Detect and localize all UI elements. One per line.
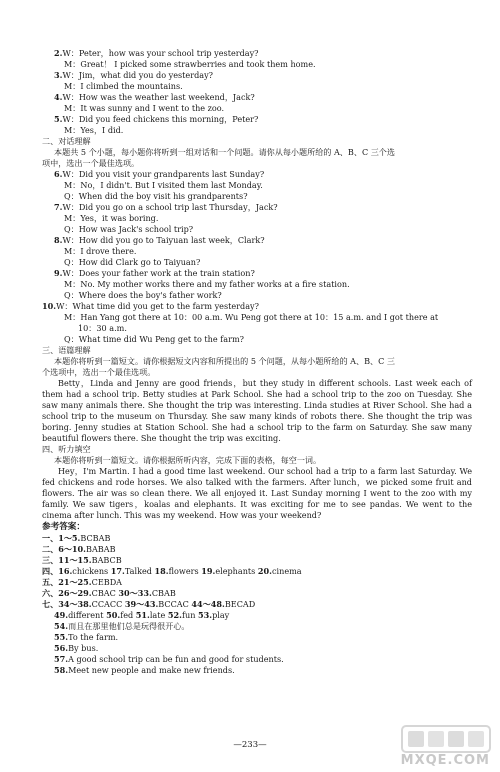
section3-passage bbox=[42, 378, 472, 444]
answer-row bbox=[42, 544, 472, 555]
answer-label: 57. bbox=[54, 654, 69, 664]
dialogue-10 bbox=[42, 301, 472, 345]
dialogue-text: W：Does your father work at the train station? bbox=[62, 268, 255, 278]
dialogue-line: Q：How did Clark go to Taiyuan? bbox=[64, 257, 201, 267]
dialogue-line: M：No，I didn't. But I visited them last Monday. bbox=[64, 180, 263, 190]
part1-dialogues bbox=[42, 48, 472, 136]
answer-text: By bus. bbox=[68, 643, 99, 653]
answer-label: 17. bbox=[110, 566, 125, 576]
answer-label: 49. bbox=[54, 610, 69, 620]
dialogue-line bbox=[42, 169, 472, 180]
answer-text: BABCB bbox=[91, 555, 122, 565]
answer-label: 19. bbox=[201, 566, 216, 576]
answer-text: CCACC bbox=[91, 599, 123, 609]
answer-row bbox=[42, 555, 472, 566]
answer-row bbox=[42, 566, 472, 577]
answer-label: 六、26～29. bbox=[42, 588, 92, 598]
answer-row bbox=[42, 610, 472, 621]
answer-text: late bbox=[149, 610, 166, 620]
answer-row bbox=[42, 533, 472, 544]
passage-text: Hey，I'm Martin. I had a good time last weekend. Our school had a trip to a farm last Saturday. We fed chickens and rode horses. We also talked with the farmers. After lunch，we picked some fruit and flowers. The air was so clean there. We all enjoyed it. Last Sunday morning I went to the zoo with my family. We saw tigers，koalas and elephants. It was exciting for me to see pandas. We went to the cinema after lunch. This was my weekend. How was your weekend? bbox=[42, 466, 472, 520]
answer-label: 44～48. bbox=[191, 599, 225, 609]
answer-label: 七、34～38. bbox=[42, 599, 92, 609]
content-column bbox=[42, 48, 472, 676]
dialogue-text: W：Jim，what did you do yesterday? bbox=[62, 70, 213, 80]
section3-instruction: 本题你将听到一篇短文。请你根据短文内容和所提出的 5 个问题，从每小题所给的 A、B、C 三 bbox=[54, 356, 395, 366]
question-number: 2. bbox=[54, 48, 63, 58]
answer-label: 51. bbox=[135, 610, 150, 620]
answer-key-title: 参考答案： bbox=[42, 522, 85, 532]
question-number: 7. bbox=[54, 202, 63, 212]
answer-row bbox=[42, 599, 472, 610]
question-number: 8. bbox=[54, 235, 63, 245]
dialogue-line: M：Han Yang got there at 10：00 a.m. Wu Peng got there at 10：15 a.m. and I got there at bbox=[64, 312, 439, 322]
answer-row bbox=[42, 577, 472, 588]
answer-row bbox=[42, 588, 472, 599]
answer-text: To the farm. bbox=[68, 632, 119, 642]
dialogue-text: W：Did you visit your grandparents last Sunday? bbox=[62, 169, 265, 179]
dialogue-line: M：Yes，I did. bbox=[64, 125, 124, 135]
answer-label: 50. bbox=[106, 610, 121, 620]
dialogue-line: M：I climbed the mountains. bbox=[64, 81, 183, 91]
dialogue-line bbox=[42, 202, 472, 213]
answer-row bbox=[42, 621, 472, 632]
answer-text: cinema bbox=[272, 566, 302, 576]
dialogue-line: Q：When did the boy visit his grandparents? bbox=[64, 191, 248, 201]
dialogue-line: Q：How was Jack's school trip? bbox=[64, 224, 194, 234]
dialogue-line bbox=[42, 235, 472, 246]
answer-label: 一、1～5. bbox=[42, 533, 81, 543]
dialogue-line: Q：What time did Wu Peng get to the farm? bbox=[64, 334, 244, 344]
answer-label: 20. bbox=[257, 566, 272, 576]
dialogue-line: M：I drove there. bbox=[64, 246, 137, 256]
dialogue-text: W：Did you feed chickens this morning，Peter? bbox=[62, 114, 259, 124]
section4-passage bbox=[42, 466, 472, 521]
answer-text: elephants bbox=[215, 566, 256, 576]
section2-dialogues bbox=[42, 169, 472, 301]
answer-key bbox=[42, 533, 472, 676]
dialogue-line bbox=[42, 48, 472, 59]
dialogue-line: Q：Where does the boy's father work? bbox=[64, 290, 222, 300]
passage-text: Betty，Linda and Jenny are good friends，but they study in different schools. Last week each of them had a school trip. Betty studies at Park School. She had a school trip to the zoo on Tuesday. She saw many animals there. She thought the trip was interesting. Linda studies at River School. She had a school trip to the museum on Thursday. She saw many kinds of robots there. She thought the trip was boring. Jenny studies at Station School. She had a school trip to the farm on Saturday. She saw many beautiful flowers there. She thought the trip was exciting. bbox=[42, 378, 472, 443]
section2-instruction: 本题共 5 个小题，每小题你将听到一组对话和一个问题。请你从每小题所给的 A、B、C 三个选 bbox=[54, 147, 395, 157]
question-number: 5. bbox=[54, 114, 63, 124]
answer-text: BCBAB bbox=[80, 533, 111, 543]
answer-text: CBAC bbox=[91, 588, 116, 598]
answer-text: Meet new people and make new friends. bbox=[68, 665, 235, 675]
dialogue-line: M：No. My mother works there and my father works at a fire station. bbox=[64, 279, 350, 289]
question-number: 4. bbox=[54, 92, 63, 102]
section2-instruction-cont: 项中，选出一个最佳选项。 bbox=[42, 158, 140, 168]
answer-label: 五、21～25. bbox=[42, 577, 92, 587]
answer-text: flowers bbox=[168, 566, 199, 576]
answer-label: 四、16. bbox=[42, 566, 73, 576]
answer-label: 30～33. bbox=[118, 588, 152, 598]
section3-instruction-cont: 个选项中，选出一个最佳选项。 bbox=[42, 367, 156, 377]
answer-text: play bbox=[212, 610, 230, 620]
question-number: 6. bbox=[54, 169, 63, 179]
answer-text: 而且在那里他们总是玩得很开心。 bbox=[68, 621, 190, 631]
question-number: 10. bbox=[42, 301, 57, 311]
dialogue-text: W：Peter，how was your school trip yesterday? bbox=[62, 48, 259, 58]
answer-text: BECAD bbox=[224, 599, 256, 609]
dialogue-text: W：Did you go on a school trip last Thursday，Jack? bbox=[62, 202, 278, 212]
answer-label: 52. bbox=[167, 610, 182, 620]
dialogue-line bbox=[42, 92, 472, 103]
answer-text: A good school trip can be fun and good for students. bbox=[68, 654, 284, 664]
section2-heading: 二、对话理解 bbox=[42, 136, 91, 146]
answer-text: fun bbox=[181, 610, 196, 620]
dialogue-line: M：Yes，it was boring. bbox=[64, 213, 159, 223]
dialogue-line bbox=[42, 114, 472, 125]
answer-label: 53. bbox=[197, 610, 213, 620]
page-number: —233— bbox=[233, 740, 267, 750]
section3-heading: 三、语篇理解 bbox=[42, 345, 91, 355]
dialogue-line bbox=[42, 70, 472, 81]
question-number: 3. bbox=[54, 70, 63, 80]
answer-text: CEBDA bbox=[91, 577, 123, 587]
answer-label: 58. bbox=[54, 665, 69, 675]
answer-row bbox=[42, 665, 472, 676]
answer-label: 54. bbox=[54, 621, 69, 631]
dialogue-line bbox=[42, 268, 472, 279]
section4-heading: 四、听力填空 bbox=[42, 444, 91, 454]
question-number: 9. bbox=[54, 268, 63, 278]
dialogue-line: 10：30 a.m. bbox=[78, 323, 127, 333]
answer-label: 56. bbox=[54, 643, 69, 653]
answer-row bbox=[42, 654, 472, 665]
answer-label: 18. bbox=[154, 566, 169, 576]
dialogue-line: M：Great！ I picked some strawberries and took them home. bbox=[64, 59, 316, 69]
answer-row bbox=[42, 643, 472, 654]
answer-label: 三、11～15. bbox=[42, 555, 92, 565]
answer-text: chickens bbox=[72, 566, 109, 576]
dialogue-text: W：How did you go to Taiyuan last week，Clark? bbox=[62, 235, 265, 245]
answer-text: different bbox=[68, 610, 104, 620]
watermark-text: MXQE.COM bbox=[400, 753, 490, 768]
answer-text: Talked bbox=[124, 566, 152, 576]
dialogue-line: M：It was sunny and I went to the zoo. bbox=[64, 103, 225, 113]
dialogue-text: W：How was the weather last weekend，Jack? bbox=[62, 92, 255, 102]
answer-text: fed bbox=[120, 610, 134, 620]
answer-label: 二、6～10. bbox=[42, 544, 86, 554]
answer-text: CBAB bbox=[151, 588, 176, 598]
answer-row bbox=[42, 632, 472, 643]
answer-text: BABAB bbox=[86, 544, 116, 554]
answer-label: 55. bbox=[54, 632, 69, 642]
dialogue-line: W：What time did you get to the farm yesterday? bbox=[56, 301, 259, 311]
answer-text: BCCAC bbox=[158, 599, 189, 609]
answer-label: 39～43. bbox=[124, 599, 159, 609]
section4-instruction: 本题你将听到一篇短文。请你根据所听内容，完成下面的表格，每空一词。 bbox=[54, 455, 322, 465]
